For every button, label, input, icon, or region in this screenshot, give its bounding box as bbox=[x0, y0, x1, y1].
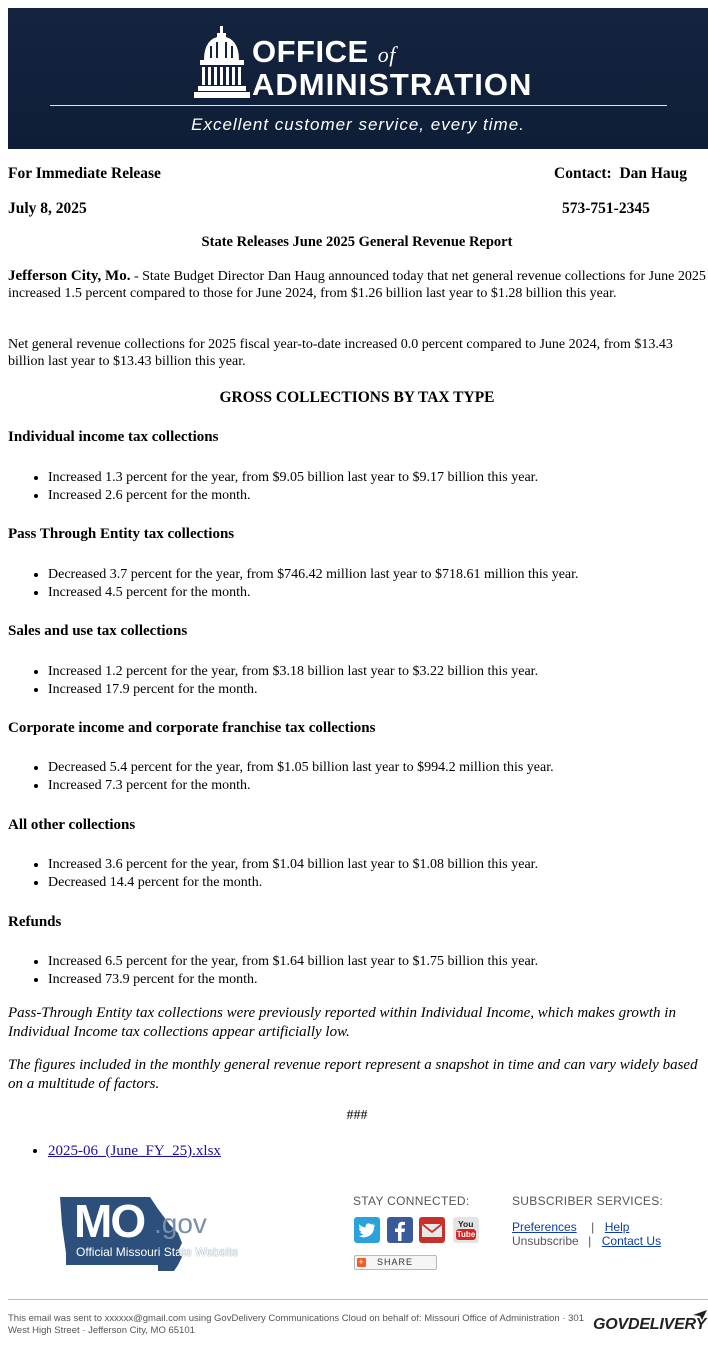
help-link[interactable]: Help bbox=[604, 1220, 630, 1234]
govdelivery-arrow-icon bbox=[693, 1310, 707, 1320]
twitter-icon[interactable] bbox=[354, 1217, 380, 1243]
note-pass-through: Pass-Through Entity tax collections were previously reported within Individual Income, which makes growth in Individual Income tax collections appear artificially low. bbox=[8, 1005, 676, 1040]
section-list bbox=[8, 856, 538, 892]
list-item: • Decreased 3.7 percent for the year, from $746.42 million last year to $718.61 million this year. bbox=[48, 566, 579, 584]
section-list bbox=[8, 759, 554, 795]
attachment-list bbox=[8, 1142, 221, 1160]
list-item: • Increased 73.9 percent for the month. bbox=[48, 971, 538, 989]
preferences-link[interactable]: Preferences bbox=[512, 1220, 577, 1234]
separator: | bbox=[588, 1234, 592, 1248]
section-title: Individual income tax collections bbox=[8, 429, 219, 445]
contact-info bbox=[554, 165, 687, 183]
release-date: July 8, 2025 bbox=[8, 200, 87, 217]
govdelivery-logo[interactable]: GOVDELIVERY bbox=[593, 1316, 707, 1333]
banner-title-office: OFFICE of bbox=[252, 34, 396, 69]
email-icon[interactable] bbox=[419, 1217, 445, 1243]
share-label: SHARE bbox=[377, 1257, 414, 1267]
separator: | bbox=[591, 1220, 595, 1234]
mo-gov-logo[interactable] bbox=[58, 1195, 268, 1273]
list-item: • Increased 1.2 percent for the year, from $3.18 billion last year to $3.22 billion this year. bbox=[48, 663, 538, 681]
contact-name: Dan Haug bbox=[619, 165, 688, 182]
section-title: Refunds bbox=[8, 914, 62, 930]
section-list bbox=[8, 663, 538, 699]
section-title: All other collections bbox=[8, 817, 136, 833]
share-plus-icon: + bbox=[358, 1257, 365, 1267]
list-item: • Increased 3.6 percent for the year, from $1.04 billion last year to $1.08 billion this year. bbox=[48, 856, 538, 874]
mo-logo-gov: .gov bbox=[154, 1208, 207, 1239]
section-list bbox=[8, 953, 538, 989]
ytd-paragraph: Net general revenue collections for 2025 fiscal year-to-date increased 0.0 percent compared to June 2024, from $13.43 billion last year to $13.43 billion this year. bbox=[8, 337, 673, 369]
end-mark: ### bbox=[346, 1108, 368, 1123]
note-snapshot: The figures included in the monthly general revenue report represent a snapshot in time and can vary widely based on a multitude of factors. bbox=[8, 1057, 698, 1092]
section-list bbox=[8, 566, 579, 602]
list-item: • Increased 17.9 percent for the month. bbox=[48, 681, 538, 699]
capitol-dome-icon bbox=[190, 26, 254, 102]
lead-text: - State Budget Director Dan Haug announced today that net general revenue collections for June 2025 increased 1.5 percent compared to those for June 2024, from $1.26 billion last year to $1.28 billion this year. bbox=[8, 269, 706, 301]
list-item: • Decreased 14.4 percent for the month. bbox=[48, 874, 538, 892]
list-item: • Increased 7.3 percent for the month. bbox=[48, 777, 554, 795]
header-banner bbox=[8, 8, 708, 149]
banner-tagline: Excellent customer service, every time. bbox=[191, 115, 525, 134]
facebook-icon[interactable] bbox=[387, 1217, 413, 1243]
banner-title-of: of bbox=[377, 42, 396, 67]
list-item: • Increased 6.5 percent for the year, from $1.64 billion last year to $1.75 billion this year. bbox=[48, 953, 538, 971]
contact-phone: 573-751-2345 bbox=[562, 200, 650, 217]
email-disclaimer: This email was sent to xxxxxx@gmail.com using GovDelivery Communications Cloud on behalf of: Missouri Office of Administration · 301 West High Street · Jefferson City, MO 65101 bbox=[8, 1313, 585, 1336]
list-item: • Increased 4.5 percent for the month. bbox=[48, 584, 579, 602]
subscriber-services-label: SUBSCRIBER SERVICES: bbox=[512, 1194, 664, 1208]
mo-logo-text: MO bbox=[74, 1195, 145, 1247]
youtube-you-text: You bbox=[458, 1219, 474, 1229]
dateline: Jefferson City, Mo. bbox=[8, 268, 131, 284]
release-label: For Immediate Release bbox=[8, 165, 161, 182]
youtube-icon[interactable] bbox=[453, 1217, 479, 1243]
mo-logo-caption: Official Missouri State Website bbox=[76, 1245, 239, 1259]
gross-collections-title: GROSS COLLECTIONS BY TAX TYPE bbox=[219, 389, 495, 406]
contact-label: Contact: bbox=[554, 165, 612, 182]
footer-divider bbox=[8, 1299, 708, 1300]
unsubscribe-link[interactable]: Unsubscribe bbox=[512, 1234, 579, 1248]
share-button[interactable] bbox=[354, 1255, 437, 1270]
list-item: • Increased 1.3 percent for the year, from $9.05 billion last year to $9.17 billion this year. bbox=[48, 469, 538, 487]
banner-divider bbox=[50, 105, 667, 106]
section-title: Pass Through Entity tax collections bbox=[8, 526, 235, 542]
subscriber-links-row-2 bbox=[512, 1232, 661, 1250]
contact-us-link[interactable]: Contact Us bbox=[601, 1234, 662, 1248]
lead-paragraph bbox=[8, 268, 706, 302]
section-list bbox=[8, 469, 538, 505]
stay-connected-label: STAY CONNECTED: bbox=[353, 1194, 470, 1208]
banner-title-administration: ADMINISTRATION bbox=[252, 67, 533, 102]
section-title: Corporate income and corporate franchise tax collections bbox=[8, 720, 376, 736]
attachment-item bbox=[48, 1142, 221, 1160]
section-title: Sales and use tax collections bbox=[8, 623, 188, 639]
attachment-link[interactable]: 2025-06_(June_FY_25).xlsx bbox=[48, 1143, 221, 1159]
youtube-tube-text: Tube bbox=[456, 1230, 476, 1239]
list-item: • Decreased 5.4 percent for the year, from $1.05 billion last year to $994.2 million this year. bbox=[48, 759, 554, 777]
headline: State Releases June 2025 General Revenue Report bbox=[201, 234, 513, 250]
list-item: • Increased 2.6 percent for the month. bbox=[48, 487, 538, 505]
